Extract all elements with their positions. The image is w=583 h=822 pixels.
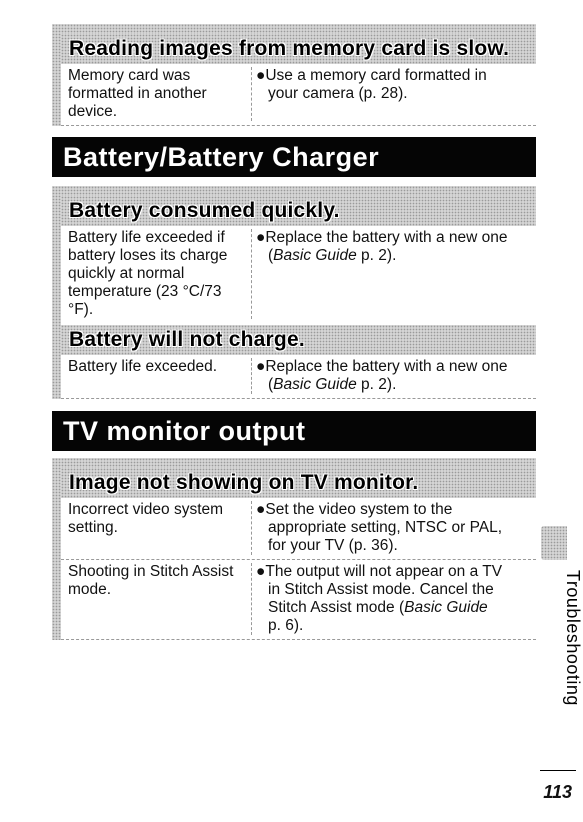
table-row xyxy=(61,498,536,560)
solution-cell: ●Replace the battery with a new one (Basic Guide p. 2). xyxy=(251,358,536,394)
side-strip xyxy=(52,458,61,640)
cause-cell: Shooting in Stitch Assist mode. xyxy=(68,563,234,598)
battery-block xyxy=(52,186,536,399)
header-top-strip xyxy=(61,24,536,34)
page-number: 113 xyxy=(543,782,572,802)
header-top-strip xyxy=(61,186,536,196)
solution-cell: ●Set the video system to the appropriate setting, NTSC or PAL, for your TV (p. 36). xyxy=(251,501,536,555)
problem-header: Battery will not charge. xyxy=(61,325,536,355)
side-strip xyxy=(52,186,61,399)
memory-card-block xyxy=(52,24,536,126)
cause-cell: Battery life exceeded if battery loses its charge quickly at normal temperature (23 °C/73 °F). xyxy=(68,229,228,318)
cause-cell: Memory card was formatted in another device. xyxy=(68,67,207,120)
page-number-rule xyxy=(540,770,576,771)
problem-header: Battery consumed quickly. xyxy=(61,196,536,226)
chapter-side-label: Troubleshooting xyxy=(563,570,583,706)
table-row xyxy=(61,226,536,323)
side-strip xyxy=(52,24,61,126)
problem-header: Image not showing on TV monitor. xyxy=(61,468,536,498)
chapter-tab-marker xyxy=(541,526,567,560)
solution-cell: ●Replace the battery with a new one (Basic Guide p. 2). xyxy=(251,229,536,319)
header-top-strip xyxy=(61,458,536,468)
problem-header: Reading images from memory card is slow. xyxy=(61,34,536,64)
table-row xyxy=(61,64,536,126)
table-row xyxy=(61,355,536,399)
cause-cell: Battery life exceeded. xyxy=(68,358,218,375)
section-title-tv: TV monitor output xyxy=(52,411,536,451)
section-title-battery: Battery/Battery Charger xyxy=(52,137,536,177)
tv-block xyxy=(52,458,536,640)
solution-cell: ●Use a memory card formatted in your camera (p. 28). xyxy=(251,67,536,121)
cause-cell: Incorrect video system setting. xyxy=(68,501,224,536)
solution-cell: ●The output will not appear on a TV in Stitch Assist mode. Cancel the Stitch Assist mode (Basic Guide p. 6). xyxy=(251,563,536,635)
table-row xyxy=(61,560,536,640)
